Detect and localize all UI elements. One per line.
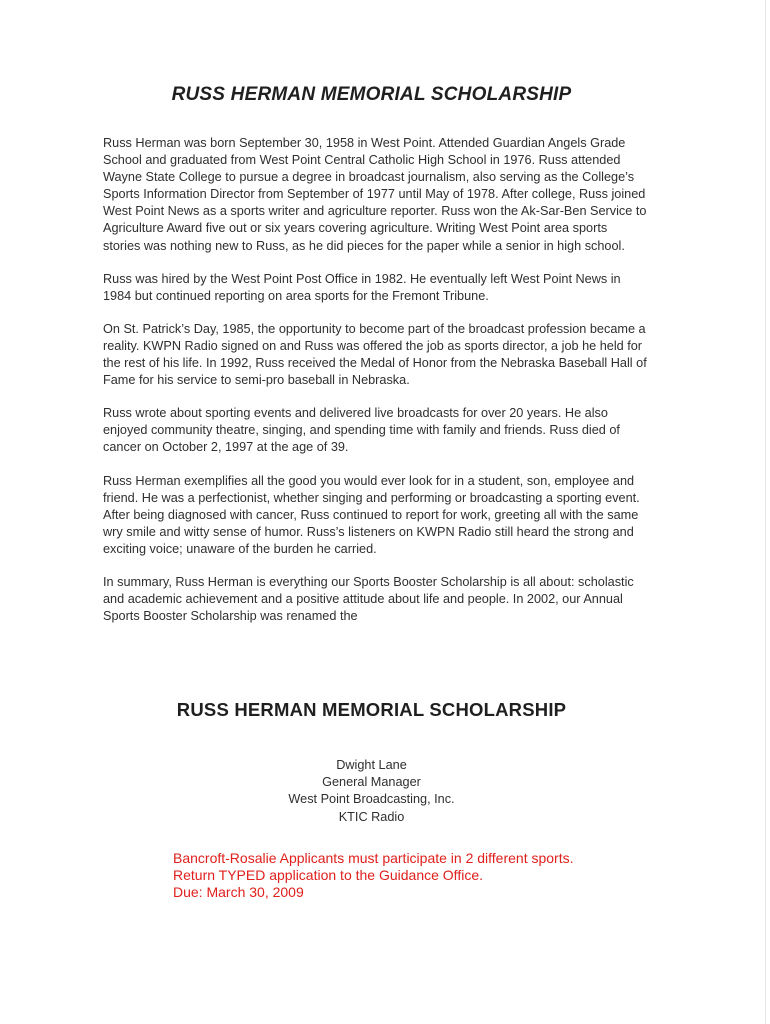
paragraph-summary: In summary, Russ Herman is everything our Sports Booster Scholarship is all about: scholastic and academic achievement and a positive attitude about life and people. In 2002, our Annual Sports Booster Scholarship was renamed the	[103, 574, 634, 624]
paragraph-early-life: Russ Herman was born September 30, 1958 in West Point. Attended Guardian Angels Grade School and graduated from West Point Central Catholic High School in 1976. Russ attended Wayne State College to pursue a degree in broadcast journalism, also serving as the College’s Sports Information Director from September of 1977 until May of 1978. After college, Russ joined West Point News as a sports writer and agriculture reporter. Russ won the Ak-Sar-Ben Service to Agriculture Award five out or six years covering agriculture. Writing West Point area sports stories was nothing new to Russ, as he did pieces for the paper while a senior in high school.	[103, 136, 647, 253]
paragraph-post-office: Russ was hired by the West Point Post Office in 1982. He eventually left West Point News in 1984 but continued reporting on area sports for the Fremont Tribune.	[103, 271, 621, 303]
biography-body	[103, 135, 648, 641]
application-notice	[173, 850, 574, 901]
notice-due-date: Due: March 30, 2009	[173, 884, 304, 900]
paragraph-character: Russ Herman exemplifies all the good you would ever look for in a student, son, employee and friend. He was a perfectionist, whether singing and performing or broadcasting a sporting event. After being diagnosed with cancer, Russ continued to report for work, greeting all with the same wry smile and witty sense of humor. Russ’s listeners on KWPN Radio still heard the strong and exciting voice; unaware of the burden he carried.	[103, 473, 640, 556]
signer-name: Dwight Lane	[336, 758, 407, 772]
notice-return-instructions: Return TYPED application to the Guidance Office.	[173, 867, 483, 883]
signer-station: KTIC Radio	[338, 809, 405, 824]
scan-edge-line	[765, 0, 766, 1024]
signer-role: General Manager	[322, 775, 421, 790]
scholarship-name-heading: RUSS HERMAN MEMORIAL SCHOLARSHIP	[176, 699, 567, 720]
paragraph-kwpn-radio: On St. Patrick’s Day, 1985, the opportunity to become part of the broadcast profession became a reality. KWPN Radio signed on and Russ was offered the job as sports director, a job he held for the rest of his life. In 1992, Russ received the Medal of Honor from the Nebraska Baseball Hall of Fame for his service to semi-pro baseball in Nebraska.	[103, 321, 647, 388]
paragraph-broadcasts: Russ wrote about sporting events and delivered live broadcasts for over 20 years. He also enjoyed community theatre, singing, and spending time with family and friends. Russ died of cancer on October 2, 1997 at the age of 39.	[103, 406, 620, 455]
signer-company: West Point Broadcasting, Inc.	[288, 792, 455, 807]
notice-requirement: Bancroft-Rosalie Applicants must participate in 2 different sports.	[173, 850, 574, 866]
signature-block	[0, 757, 743, 826]
page-title: RUSS HERMAN MEMORIAL SCHOLARSHIP	[171, 84, 572, 105]
